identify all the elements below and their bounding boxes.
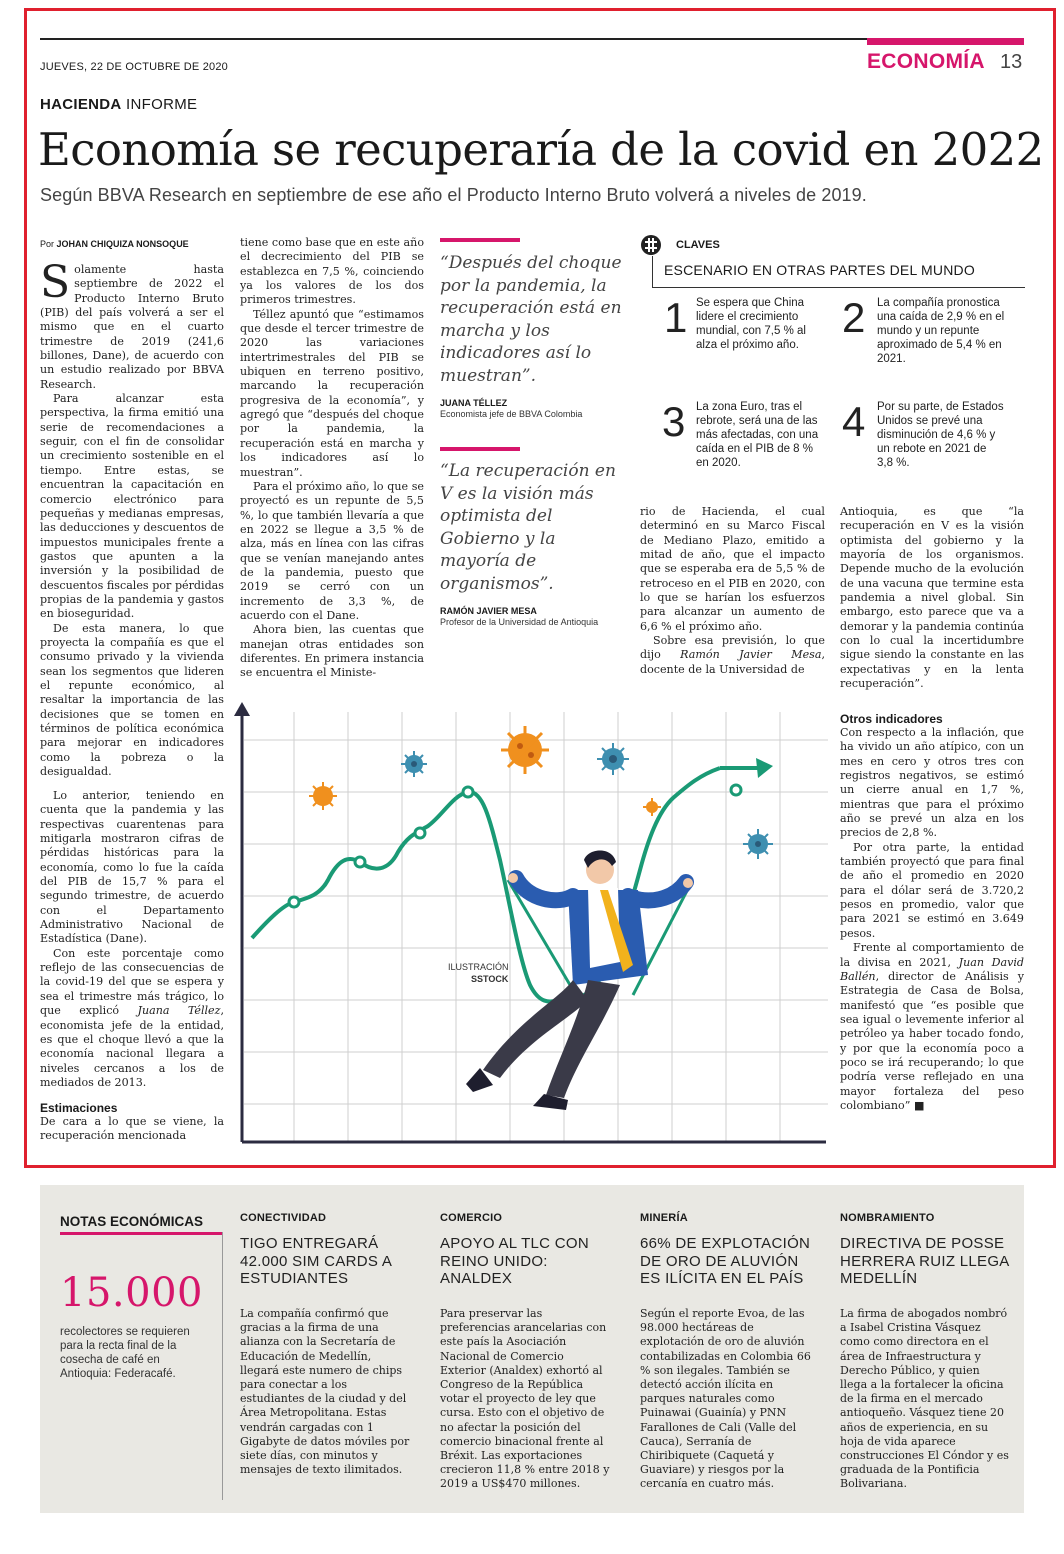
paragraph [40,947,224,1090]
note-category: NOMBRAMIENTO [840,1212,935,1224]
claves-title: ESCENARIO EN OTRAS PARTES DEL MUNDO [664,262,975,278]
kicker-rest: INFORME [121,96,198,113]
quote-accent-bar [440,447,520,451]
paragraph: Para alcanzar esta perspectiva, la firma emitió una serie de recomendaciones a seguir, con el fin de consolidar un crecimiento sostenible en el tiempo. Entre estas, se encuentran la capacitación en comercio electrónico para pequeñas y medianas empresas, las deducciones y descuentos de impuestos municipales frente a gastos que apunten a la inversión y la posibilidad de descuentos fiscales por pérdidas propias de la pandemia y gastos en bioseguridad. [40,392,224,621]
pull-quote: “Después del choque por la pandemia, la recuperación está en marcha y los indicadores así lo muestran”. [440,253,622,386]
credit-source: SSTOCK [471,974,509,984]
note-body: Para preservar las preferencias arancelarias con este país la Asociación Nacional de Comercio Exterior (Analdex) exhortó al Congreso de la República votar el proyecto de ley que cursa. Esto con el objetivo de no afectar la posición del comercio binacional frente al Bréxit. Las exportaciones crecieron 11,8 % entre 2018 y 2019 a US$470 millones. [440,1307,610,1491]
quote-author: RAMÓN JAVIER MESA [440,606,537,616]
paragraph [840,941,1024,1113]
quote-role: Economista jefe de BBVA Colombia [440,409,583,419]
paragraph: De cara a lo que se viene, la recuperación mencionada [40,1115,224,1143]
big-number-caption: recolectores se requieren para la recta final de la cosecha de café en Antioquia: Federacafé. [60,1326,190,1380]
byline-author: JOHAN CHIQUIZA NONSOQUE [56,239,189,249]
note-category: CONECTIVIDAD [240,1212,327,1224]
kicker-strong: HACIENDA [40,96,122,113]
key-text: La zona Euro, tras el rebrote, será una de las más afectadas, con una caída en el PIB de 8 % en 2020. [696,401,819,469]
illustration-credit [448,961,509,985]
key-text: La compañía pronostica una caída de 2,9 % en el mundo y un repunte aproximado de 5,4 % en 2021. [877,297,1005,365]
notes-divider [222,1232,223,1500]
notes-title: NOTAS ECONÓMICAS [60,1214,204,1229]
note-headline: APOYO AL TLC CON REINO UNIDO: ANALDEX [440,1235,590,1287]
note-body: La firma de abogados nombró a Isabel Cristina Vásquez como como directora en el área de Infraestructura y Derecho Público, y quien llega a la fortalecer la oficina de la firma en el mercado antioqueño. Vásquez tiene 20 años de experiencia, en su hoja de vida aparece construcciones El Cóndor y es graduada de la Pontificia Bolivariana. [840,1307,1009,1491]
pull-quote: “La recuperación en V es la visión más optimista del Gobierno y la mayoría de organismos”. [440,461,616,594]
subtitle-otros-indicadores: Otros indicadores [840,712,943,726]
byline [40,239,189,249]
virus-icon [643,798,661,816]
article-column-5-lower [840,726,1024,1113]
paragraph: De esta manera, lo que proyecta la compañía es que el consumo privado y la vivienda sean los segmentos que lideren el repunte económico, al resaltar la importancia de las decisiones que se tomen en términos de política económica para mejorar en indicadores como la pobreza o la desigualdad. [40,621,224,779]
virus-icon [501,726,549,774]
person-name: Ramón Javier Mesa [680,648,822,662]
paragraph: Antioquia, es que “la recuperación en V es la visión optimista del gobierno y la mayoría de los organismos. Depende mucho de la evolución de una vacuna que termine esta pandemia a nivel global. Sin embargo, esto parece que va a demorar y la pandemia continúa con lo cual la incertidumbre sigue siendo la constante en las expectativas y en la lenta recuperación”. [840,505,1024,691]
virus-icon [309,782,337,810]
paragraph: olamente hasta septiembre de 2022 el Producto Interno Bruto (PIB) del país volverá a ser el mismo que en el cuarto trimestre de 2019 (241,6 billones, Dane), de acuerdo con un estudio realizado por BBVA Research. [40,263,224,391]
virus-icon [743,829,773,859]
text-span: Frente al comportamiento de la divisa en 2021, [840,941,1024,969]
subheadline: Según BBVA Research en septiembre de ese año el Producto Interno Bruto volverá a niveles de 2019. [40,185,867,205]
article-column-1-end [40,1115,224,1144]
key-points-icon [640,234,662,256]
paragraph: Con respecto a la inflación, que ha vivido un año atípico, con un mes en cero y otros tres con registros negativos, se estimó un cierre anual en 1,7 %, mientras que para el próximo año se prevé un alza en los precios de 2,8 %. [840,726,1024,840]
paragraph: Lo anterior, teniendo en cuenta que la pandemia y las respectivas cuarentenas para mitigarla mostraron cifras de pérdidas históricas para la economía, como lo fue la caída del PIB de 15,7 % para el segundo trimestre, de acuerdo con el Departamento Administrativo Nacional de Estadística (Dane). [40,789,224,946]
headline: Economía se recuperaría de la covid en 2022 [38,123,1044,176]
article-column-5 [840,505,1024,691]
key-number: 3 [662,398,686,445]
paragraph: rio de Hacienda, el cual determinó en su Marco Fiscal de Mediano Plazo, emitido a mitad de año, que el impacto que se esperaba era de 5,5 % de retroceso en el PIB en 2020, con lo que se harían los esfuerzos para alcanzar un aumento de 6,6 % el próximo año. [640,505,825,633]
issue-date: JUEVES, 22 DE OCTUBRE DE 2020 [40,61,228,73]
key-number: 1 [664,294,688,341]
note-item [840,1212,1010,1492]
text-span: , economista jefe de la entidad, es que el choque llevó a que la economía nacional llegara a niveles cercanos a los de mediados de 2013. [40,1004,224,1089]
text-span: , director de Análisis y Estrategia de Casa de Bolsa, manifestó que “es posible que sea igual o levemente inferior al petróleo ya haber tocado fondo, y por que la economía poco a poco se irá recuperando; lo que podría verse reflejado en una mayor fortaleza del peso colombiano” [840,969,1024,1112]
article-column-2 [240,236,424,681]
page-number: 13 [1000,51,1023,73]
note-item [640,1212,812,1492]
person-name: Juan David Ballén [840,955,1024,983]
key-number: 4 [842,398,866,445]
note-item [240,1212,412,1477]
paragraph: Para el próximo año, lo que se proyectó es un repunte de 5,5 %, lo que también llevaría a que en 2022 se llegue a 3,5 % de alza, más en línea con las cifras que se venían manejando antes de la pandemia, puesto que 2019 se cerró con un incremento de 3,3 %, de acuerdo con el Dane. [240,479,424,622]
claves-label: CLAVES [676,239,720,251]
paragraph: Ahora bien, las cuentas que manejan otras entidades son diferentes. En primera instancia se encuentra el Ministe- [240,623,424,680]
text-span: Con este porcentaje como reflejo de las consecuencias de la covid-19 del que se espera y sea el trimestre más trágico, lo que explicó [40,946,224,1018]
quote-accent-bar [440,238,520,242]
key-text: Se espera que China lidere el crecimiento mundial, con 7,5 % al alza el próximo año. [696,297,806,351]
person-name: Juana Téllez [137,1004,221,1018]
credit-label: ILUSTRACIÓN [448,962,509,972]
notes-accent-rule [60,1232,222,1235]
paragraph: Por otra parte, la entidad también proyectó que para final de año el promedio en 2020 para el dólar será de 3.720,2 pesos en promedio, valor que para 2021 se estimó en 3.649 pesos. [840,840,1024,940]
big-number: 15.000 [60,1270,203,1316]
quote-role: Profesor de la Universidad de Antioquia [440,617,599,627]
text-span: Sobre esa previsión, lo que dijo [640,634,825,662]
virus-icon [597,743,629,775]
byline-prefix: Por [40,239,57,249]
virus-icon [401,751,427,777]
note-category: MINERÍA [640,1212,688,1224]
section-accent-bar [867,38,1024,45]
key-text: Por su parte, de Estados Unidos se prevé una disminución de 4,6 % y un rebote en 2021 de 3,8 %. [877,401,1004,469]
note-item [440,1212,612,1492]
note-headline: DIRECTIVA DE POSSE HERRERA RUIZ LLEGA MEDELLÍN [840,1235,1009,1287]
recovery-illustration [228,700,828,1148]
end-mark: ■ [913,1098,925,1112]
paragraph [640,634,825,677]
quote-author: JUANA TÉLLEZ [440,398,508,408]
y-axis-arrow [234,702,250,716]
article-column-1 [40,257,224,779]
article-column-1-lower [40,789,224,1090]
key-number: 2 [842,294,866,341]
paragraph: tiene como base que en este año el decrecimiento del PIB se establezca en 7,5 %, coinciendo ya los valores de los dos primeros trimestres. [240,236,424,307]
section-name: ECONOMÍA [867,50,985,73]
drop-cap: S [40,257,71,308]
subtitle-estimaciones: Estimaciones [40,1101,118,1115]
note-category: COMERCIO [440,1212,503,1224]
note-headline: TIGO ENTREGARÁ 42.000 SIM CARDS A ESTUDIANTES [240,1235,392,1287]
note-body: La compañía confirmó que gracias a la firma de una alianza con la Secretaría de Educación de Medellín, llegará este numero de chips para conectar a los estudiantes de la ciudad y del Área Metropolitana. Estas vendrán cargadas con 1 Gigabyte de datos móviles por siete días, con minutos y mensajes de texto ilimitados. [240,1307,410,1477]
article-column-4 [640,505,825,677]
note-headline: 66% DE EXPLOTACIÓN DE ORO DE ALUVIÓN ES ILÍCITA EN EL PAÍS [640,1235,811,1287]
kicker [40,96,197,113]
note-body: Según el reporte Evoa, de las 98.000 hectáreas de explotación de oro de aluvión contabilizadas en Colombia 66 % son ilegales. También se detectó acción ilícita en parques naturales como Puinawai (Guainía) y PNN Farallones de Cali (Valle del Cauca), Serranía de Chiribiquete (Caquetá y Guaviare) y riesgos por la cercanía en cuatro más. [640,1307,811,1491]
text-span: , docente de la Universidad de [640,648,825,676]
paragraph: Téllez apuntó que “estimamos que desde el tercer trimestre de 2020 las variaciones intertrimestrales del PIB se ubiquen en terreno positivo, marcando la recuperación progresiva de la economía”, y agregó que “después del choque por la pandemia, la recuperación está en marcha y los indicadores así lo muestran”. [240,307,424,479]
